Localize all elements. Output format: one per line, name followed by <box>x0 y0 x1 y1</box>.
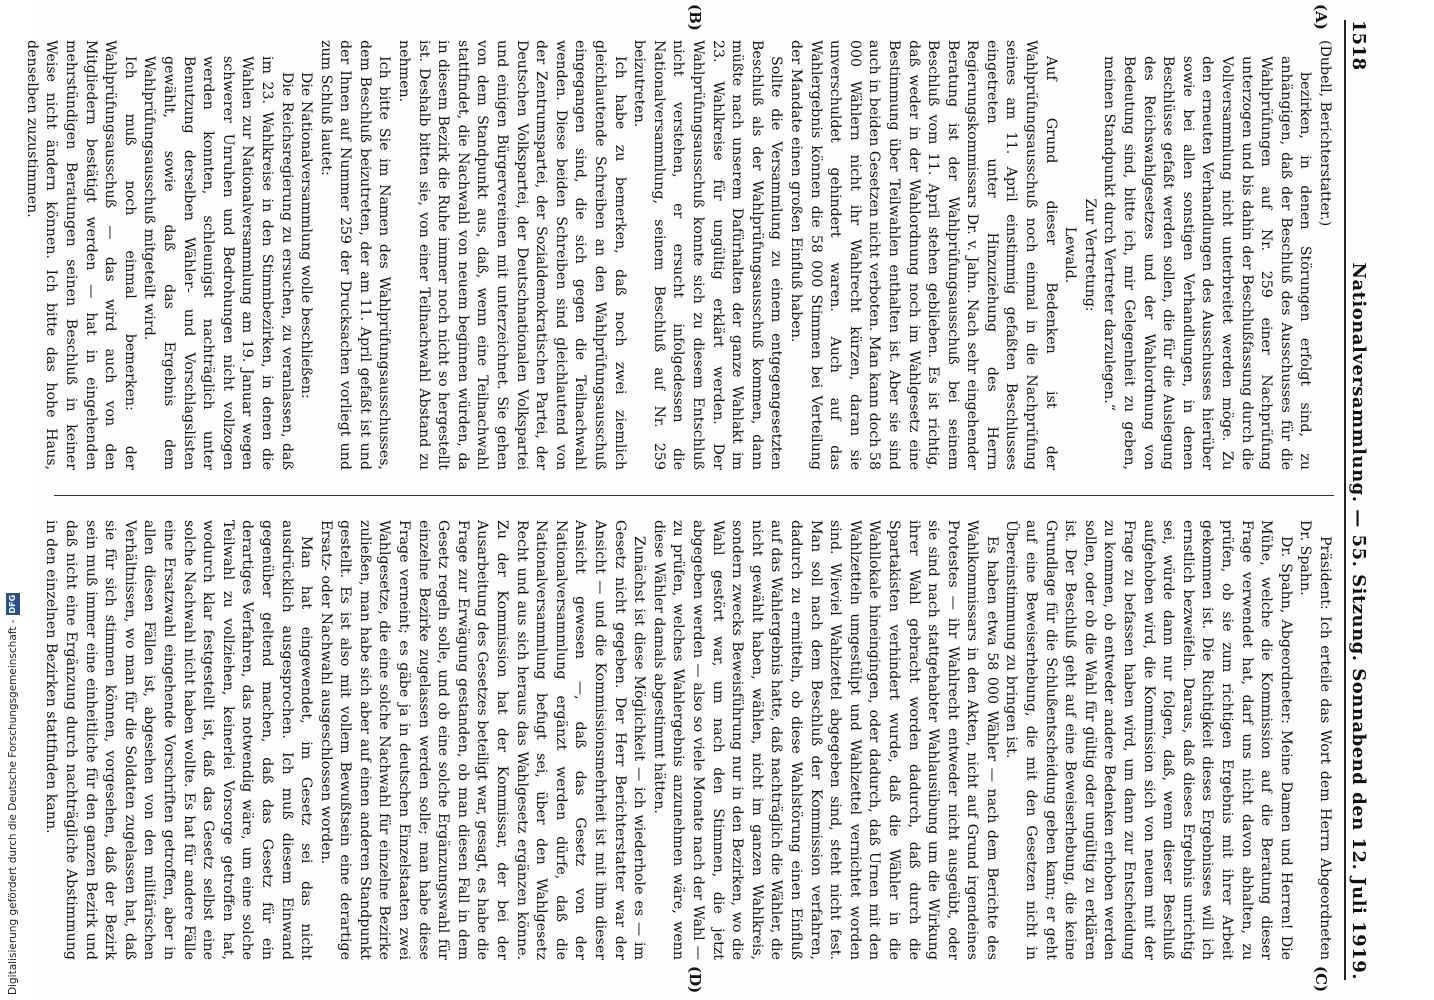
column-divider <box>54 495 1334 496</box>
speaker-line: (Dubell, Berichterstatter.) <box>1317 40 1333 227</box>
margin-marker-b: (B) <box>686 4 704 31</box>
paragraph: bezirken, in denen Störungen erfolgt sind, zu anhängigen, daß der Beschluß des Ausschusses für die Wahlprüfungen auf Nr. 259 einer Nachprüfung unterzogen und bis dahin der Beschlußfassung durch die Vollversammlung nicht unterbreitet werden möge. Zu den erneuten Verhandlungen des Ausschusses hierüber sowie bei allen sonstigen Verhandlungen, in denen Beschlüsse gefaßt werden sollen, die für die Auslegung des Reichswahlgesetzes und der Wahlordnung von Bedeutung sind, bitte ich, mir Gelegenheit zu geben, meinen Standpunkt durch Vertreter darzulegen.“ <box>1101 56 1314 470</box>
margin-marker-a: (A) <box>1312 4 1330 30</box>
paragraph: Man hat eingewendet, im Gesetz sei das nicht ausdrücklich ausgesprochen. Ich muß diesem Einwand gegenüber geltend machen, daß das Gesetz für ein derartiges Verfahren, das notwendig wäre, um eine solche Teilwahl zu vollziehen, keinerlei Vorsorge getroffen hat, wodurch klar festgestellt ist, daß das Gesetz selbst eine solche Nachwahl nicht haben wollte. Es hat für andere Fälle eine Ersatzwahl eingehende Vorschriften getroffen, aber in allen diesen Fällen ist, abgesehen von den militärischen Verhältnissen, wo man für die Soldaten zugelassen hat, daß sie für sich stimmen können, vorgesehen, daß der Bezirk sein muß immer eine einheitliche für den ganzen Bezirk und daß nicht eine Ergänzung durch nachträgliche Abstimmung in den einzelnen Bezirken stattfinden kann. <box>43 520 315 960</box>
paragraph: Ich habe zu bemerken, daß noch zwei ziemlich gleichlautende Schreiben an den Wahlprüfungsausschuß eingegangen sind, die sich gegen die Teilnachwahl wenden. Diese beiden Schreiben sind gleichlautend von der Zentrumspartei, der Sozialdemokratischen Partei, der Deutschen Volkspartei, der Deutschnationalen Volkspartei und einigen Bürgervereinen mit unterzeichnet. Sie gehen von dem Standpunkt aus, daß, wenn eine Teilnachwahl stattfindet, die Nachwahl von neuem beginnen würden, da in diesem Bezirk die Ruhe immer noch nicht so hergestellt ist. Deshalb bitten sie, von einer Teilnachwahl Abstand zu nehmen. <box>396 40 628 470</box>
right-column <box>43 520 1334 960</box>
paragraph: Es haben etwa 58 000 Wähler — nach dem Berichte des Wahlkommissars in den Akten, nicht auf Grund irgendeines Protestes — ihr Wahlrecht entweder nicht ausgeübt, oder sie sind nach stattgehabter Wahlausübung um die Wirkung ihrer Wahl gebracht worden dadurch, daß durch die Spartakisten verhindert wurde, daß die Wähler in die Wahllokale hineingingen, oder dadurch, daß Urnen mit den Wahlzetteln umgestülpt und Wahlzettel vernichtet worden sind. Wieviel Wahlzettel abgegeben sind, steht nicht fest. Man soll nach dem Beschluß der Kommission verfahren, dadurch zu ermitteln, ob diese Wahlstörung einen Einfluß auf das Wahlergebnis hatte, daß nachträglich die Wähler, die nicht gewählt haben, wählen, nicht im ganzen Wahlkreis, sondern zwecks Beweisführung nur in den Bezirken, wo die Wahl gestört war, um nach den Stimmen, die jetzt abgegeben werden — also so viele Monate nach der Wahl — zu prüfen, welches Wahlergebnis anzunehmen wäre, wenn diese Wähler damals abgestimmt hätten. <box>650 520 1000 960</box>
document-page <box>23 0 1394 1000</box>
paragraph: Ich muß noch einmal bemerken: der Wahlprüfungsausschuß — das wird auch von den Mitgliedern bestätigt werden — hat in eingehenden mehrstündigen Beratungen seinen Beschluß in keiner Weise nicht ändern können. Ich bitte das hohe Haus, denselben zuzustimmen. <box>23 40 138 470</box>
paragraph: Auf Grund dieser Bedenken ist der Wahlprüfungsausschuß noch einmal in die Nachprüfung seines am 11. April einstimmig gefaßten Beschlusses eingetreten unter Hinzuziehung des Herrn Regierungskommissars Dr. v. Jahn. Nach sehr eingehender Beratung ist der Wahlprüfungsausschuß bei seinem Beschluß vom 11. April stehen geblieben. Es ist richtig, daß weder in der Wahlordnung noch im Wahlgesetz eine Bestimmung über Teilwahlen enthalten ist. Aber sie sind auch in beiden Gesetzen nicht verboten. Man kann doch 58 000 Wählern nicht ihr Wahlrecht kürzen, daran sie unverschuldet gehindert waren. Auch auf das Wahlergebnis können die 58 000 Stimmen bei Verteilung der Mandate einen großen Einfluß haben. <box>787 40 1059 470</box>
signature-name: Lewald. <box>1062 226 1079 284</box>
paragraph: Sollte die Versammlung zu einem entgegengesetzten Beschluß als der Wahlprüfungsausschuß kommen, dann müßte nach unserem Dafürhalten der ganze Wahlakt im 23. Wahlkreise für ungültig erklärt werden. Der Wahlprüfungsausschuß konnte sich zu diesem Entschluß nicht verstehen, er ersucht infolgedessen die Nationalversammlung, seinem Beschluß auf Nr. 259 beizutreten. <box>631 40 785 470</box>
signature-label: Zur Vertretung: <box>1081 198 1098 312</box>
page-running-title: Nationalversammlung. — 55. Sitzung. Sonnabend den 12. Juli 1919. <box>1348 262 1369 980</box>
dfg-logo-icon: DFG <box>6 593 20 616</box>
dfg-funding-note: Digitalisierung gefördert durch die Deutsche Forschungsgemeinschaft - <box>7 619 19 995</box>
paragraph: Präsident: Ich erteile das Wort dem Herrn Abgeordneten Dr. Spahn. <box>1297 520 1333 960</box>
paragraph: Dr. Spahn, Abgeordneter: Meine Damen und Herren! Die Mühe, welche die Kommission auf die Beratung dieser Frage verwendet hat, darf uns nicht davon abhalten, zu prüfen, ob sie zum richtigen Ergebnis mit ihrer Arbeit gekommen ist. Die Richtigkeit dieses Ergebnisses will ich ernstlich bezweifeln. Daraus, daß dieses Ergebnis unrichtig sei, würde dann nur folgen, daß, wenn dieser Beschluß aufgehoben wird, die Kommission sich von neuem mit der Frage zu befassen haben wird, um dann zur Entscheidung zu kommen, ob entweder andere Bedenken erhoben werden sollen, oder ob die Wahl für gültig oder ungültig zu erklären ist. Der Beschluß geht auf eine Beweiserhebung, die keine Grundlage für die Schlußentscheidung geben kann; er geht auf eine Beweiserhebung, die mit den Gesetzen nicht in Übereinstimmung zu bringen ist. <box>1003 520 1294 960</box>
page-header <box>1344 20 1378 980</box>
paragraph: Zunächst ist diese Möglichkeit — ich wiederhole es — im Gesetz nicht gegeben. Der Herr Berichterstatter war der Ansicht — und die Kommissionsmehrheit ist mit ihm dieser Ansicht gewesen —, daß das Gesetz von der Nationalversammlung ergänzt werden dürfe, daß die Nationalversammlung befugt sei, über den Wahlgesetz Recht und aus sich heraus das Wahlgesetz ergänzen könne. Zu der Kommission hat der Kommissar, der bei der Ausarbeitung des Gesetzes beteiligt war, gesagt, es habe die Frage zur Erwägung gestanden, ob man diesen Fall in dem Gesetz regeln solle, und ob eine solche Ergänzungswahl für einzelne Bezirke zugelassen werden solle; man habe diese Frage verneint; es gäbe ja in deutschen Einzelstaaten zwei Wahlgesetze, die eine solche Nachwahl für einzelne Bezirke zuließen, man habe sich aber auf einen anderen Standpunkt gestellt. Es ist also mit vollem Bewußtsein eine derartige Ersatz- oder Nachwahl ausgeschlossen worden. <box>317 520 648 960</box>
motion-text: Die Reichsregierung zu ersuchen, zu veranlassen, daß im 23. Wahlkreise in den Stimmbezirken, in denen die Wahlen zur Nationalversammlung am 19. Januar wegen schwerer Unruhen und Bedrohungen nicht vollzogen werden konnten, schleunigst nachträglich unter Benutzung derselben Wähler- und Vorschlagslisten gewählt, sowie daß das Ergebnis dem Wahlprüfungsausschuß mitgeteilt wird. <box>141 56 295 470</box>
page-number: 1518 <box>1348 20 1369 71</box>
left-column <box>23 40 1334 470</box>
margin-marker-d: (D) <box>686 966 704 994</box>
digitization-footer <box>2 594 24 1000</box>
paragraph: Ich bitte Sie im Namen des Wahlprüfungsausschusses, dem Beschluß beizutreten, der am 11. April gefaßt ist und der Ihnen auf Nummer 259 der Drucksachen vorliegt und zum Schluß lautet: <box>317 40 393 470</box>
motion-heading: Die Nationalversammlung wolle beschließen: <box>298 72 315 399</box>
margin-marker-c: (C) <box>1312 966 1330 993</box>
